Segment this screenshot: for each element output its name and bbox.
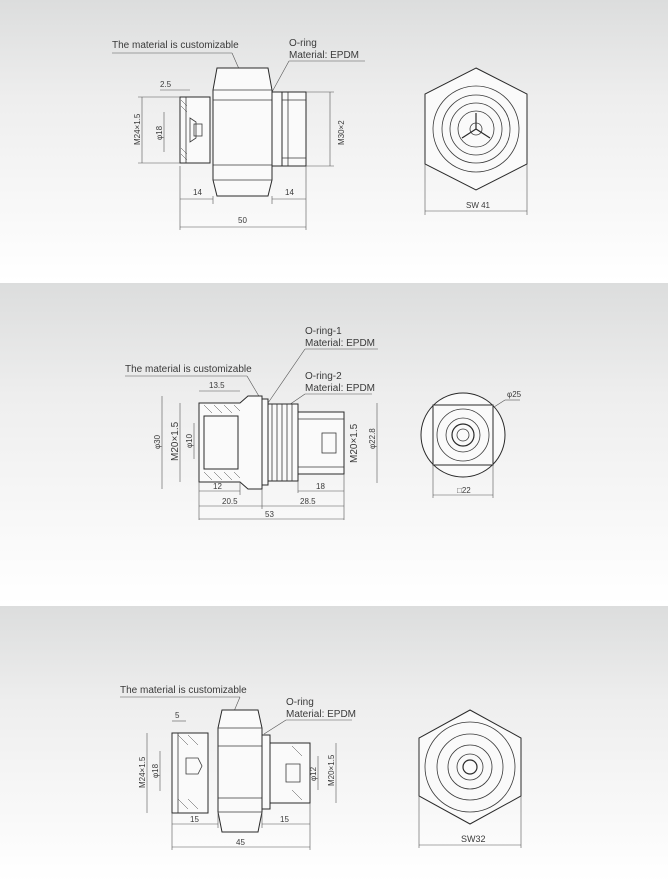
dim-hex-1: SW 41 bbox=[466, 201, 491, 210]
dim-len-left-3: 15 bbox=[190, 815, 199, 824]
note-oring-material-1: Material: EPDM bbox=[289, 50, 360, 61]
drawing-panel-1 bbox=[0, 0, 668, 282]
drawing-2-svg bbox=[0, 283, 668, 605]
dim-dia-right-2: φ22.8 bbox=[368, 428, 377, 449]
side-view-3 bbox=[172, 710, 310, 832]
dim-depth-1: 2.5 bbox=[160, 80, 172, 89]
dim-thread-right-3: M20×1.5 bbox=[327, 754, 336, 786]
drawing-1-svg bbox=[0, 0, 668, 282]
dim-thread-right-2: M20×1.5 bbox=[349, 423, 360, 463]
dim-thread-right-1: M30×2 bbox=[337, 120, 346, 145]
drawing-panel-3 bbox=[0, 606, 668, 882]
dim-28-5-2: 28.5 bbox=[300, 497, 316, 506]
end-view-2 bbox=[421, 393, 505, 477]
dim-circle-2: φ25 bbox=[507, 390, 522, 399]
dim-len-right-1: 14 bbox=[285, 188, 294, 197]
note-oring-3: O-ring bbox=[286, 697, 314, 708]
end-view-1 bbox=[425, 68, 527, 215]
note-oring1-material-2: Material: EPDM bbox=[305, 338, 376, 349]
dim-12-2: 12 bbox=[213, 482, 222, 491]
note-material-3: The material is customizable bbox=[120, 685, 247, 696]
dim-len-right-3: 15 bbox=[280, 815, 289, 824]
dim-top-2: 13.5 bbox=[209, 381, 225, 390]
end-view-3 bbox=[419, 710, 521, 824]
note-oring2-2: O-ring-2 bbox=[305, 371, 342, 382]
dim-18-2: 18 bbox=[316, 482, 325, 491]
note-oring1-2: O-ring-1 bbox=[305, 326, 342, 337]
dim-depth-3: 5 bbox=[175, 711, 180, 720]
dim-thread-left-1: M24×1.5 bbox=[133, 113, 142, 145]
dim-hex-3: SW32 bbox=[461, 834, 486, 844]
side-view-1 bbox=[180, 68, 306, 196]
drawing-3-svg bbox=[0, 606, 668, 882]
dim-bore-1: φ18 bbox=[155, 125, 164, 140]
drawing-panel-2 bbox=[0, 283, 668, 605]
dim-square-2: □22 bbox=[457, 486, 471, 495]
dim-thread-left-3: M24×1.5 bbox=[138, 756, 147, 788]
dim-outer-2: φ30 bbox=[153, 434, 162, 449]
dim-total-3: 45 bbox=[236, 838, 245, 847]
note-material-1: The material is customizable bbox=[112, 40, 239, 51]
side-view-2 bbox=[199, 396, 344, 489]
dim-total-2: 53 bbox=[265, 510, 274, 519]
dim-len-left-1: 14 bbox=[193, 188, 202, 197]
note-oring-material-3: Material: EPDM bbox=[286, 709, 357, 720]
note-oring-1: O-ring bbox=[289, 38, 317, 49]
dim-total-1: 50 bbox=[238, 216, 247, 225]
note-material-2: The material is customizable bbox=[125, 364, 252, 375]
note-oring2-material-2: Material: EPDM bbox=[305, 383, 376, 394]
dim-thread-left-2: M20×1.5 bbox=[170, 421, 181, 461]
dim-bore-2: φ10 bbox=[185, 433, 194, 448]
dim-bore-right-3: φ12 bbox=[309, 766, 318, 781]
dim-bore-left-3: φ18 bbox=[151, 763, 160, 778]
dim-20-5-2: 20.5 bbox=[222, 497, 238, 506]
